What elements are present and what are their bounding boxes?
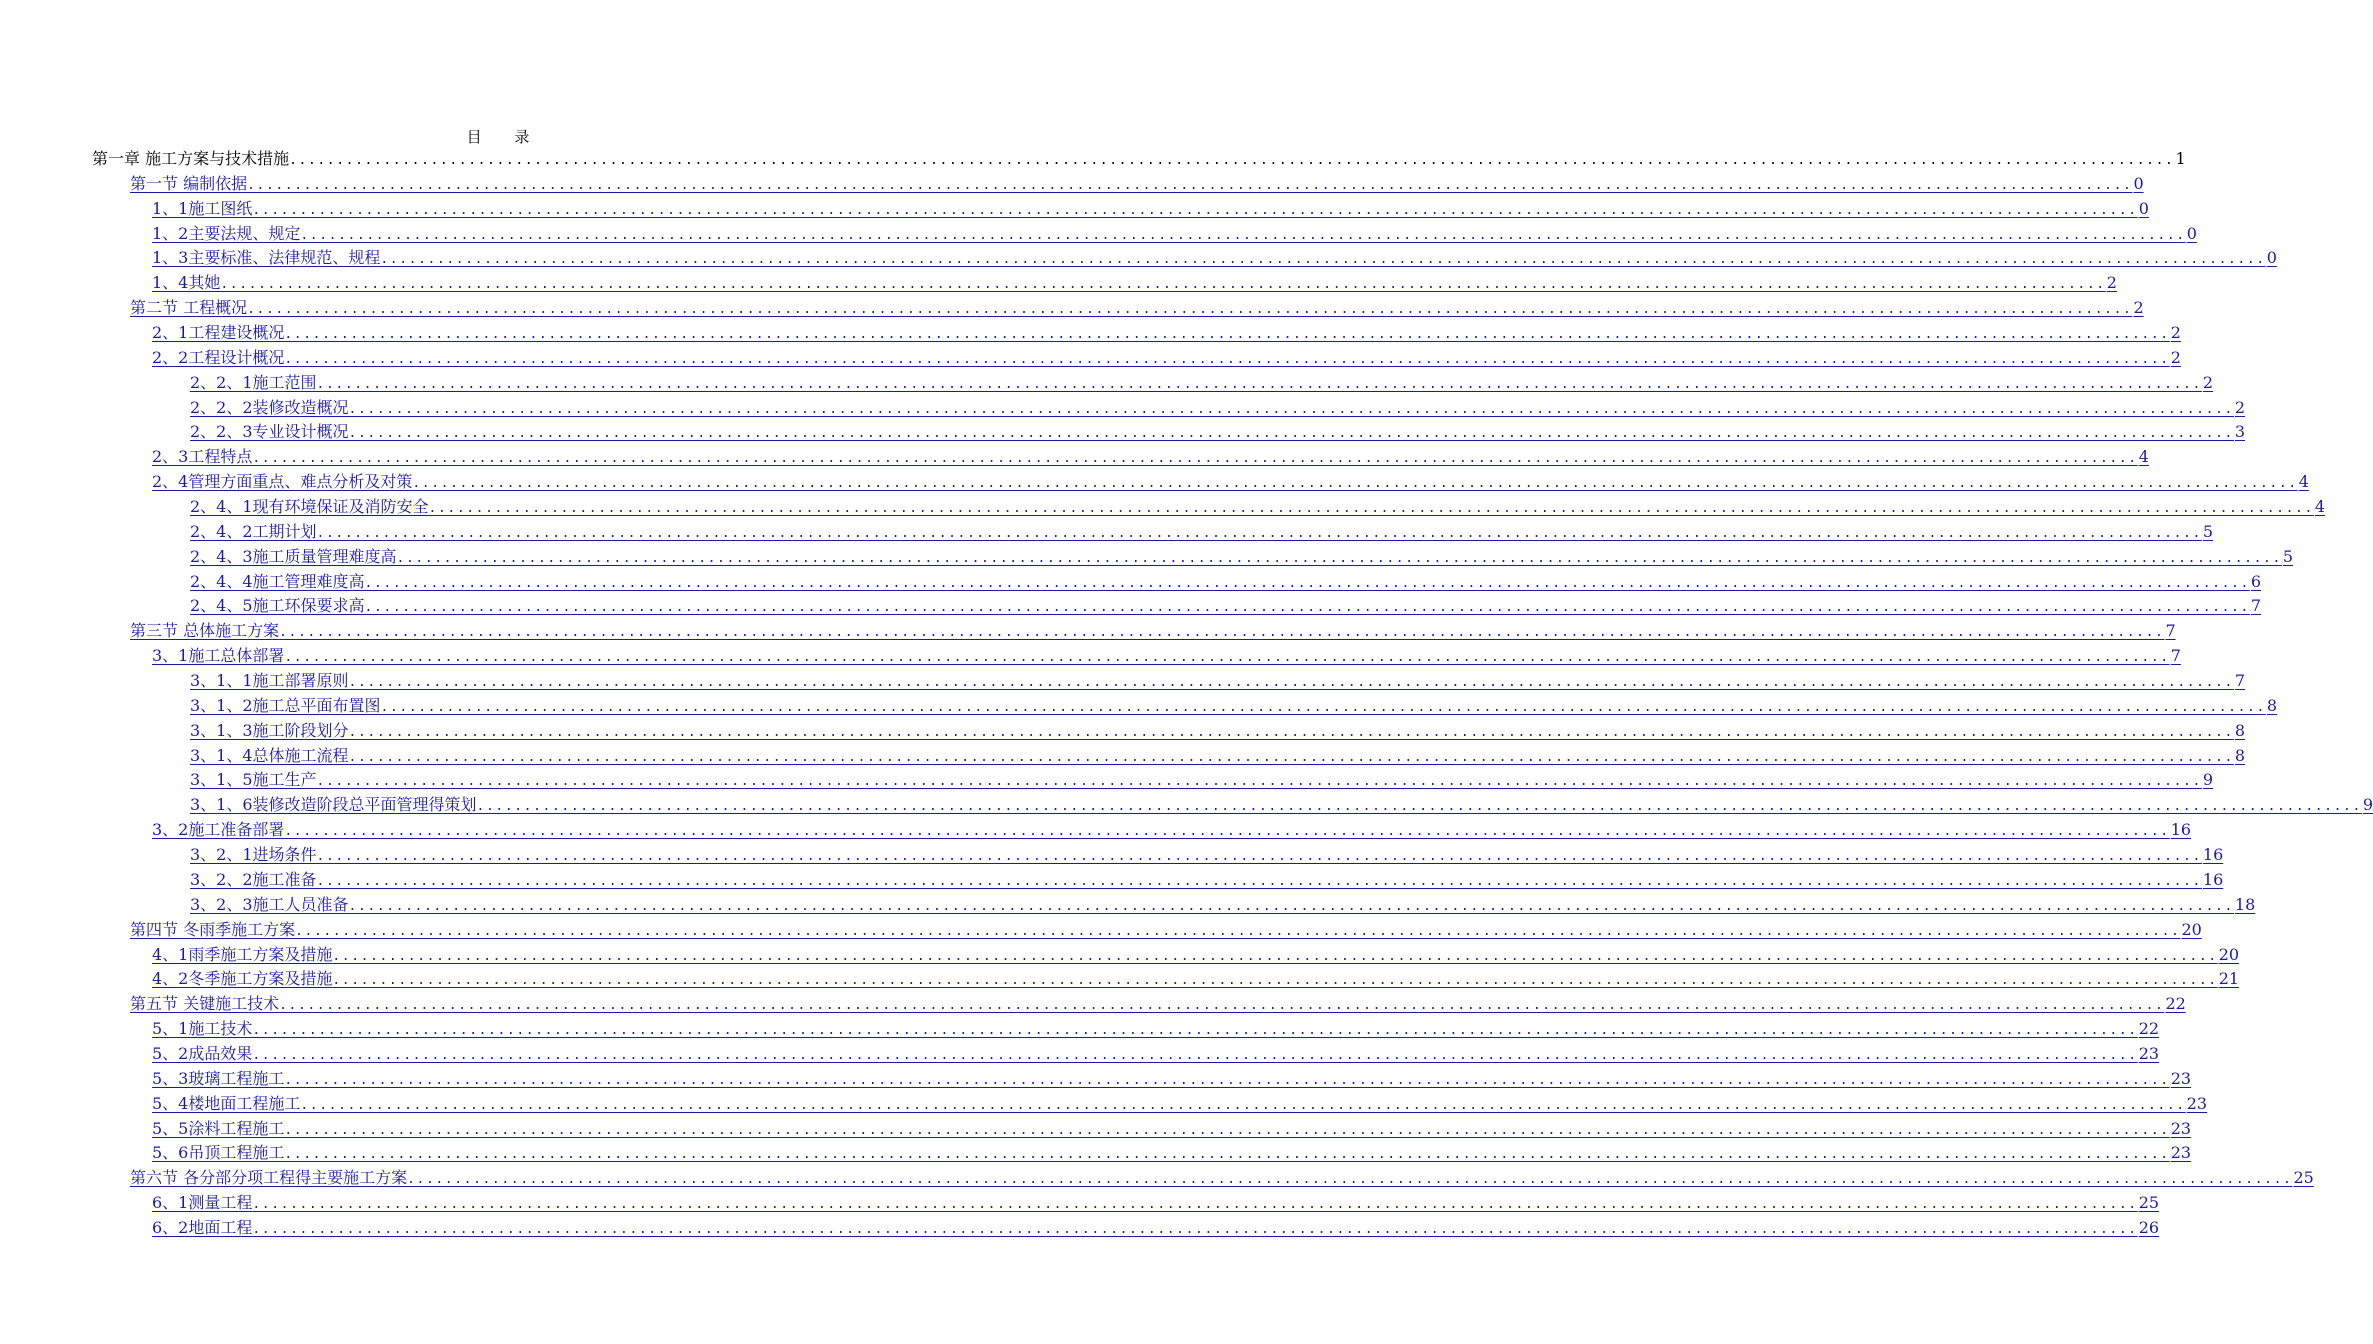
table-of-contents (92, 147, 2373, 1241)
dot-leader: ........................................................................................................................................................................................................ (247, 302, 2133, 318)
toc-entry-label: 2、4管理方面重点、难点分析及对策 (152, 472, 413, 492)
toc-entry-label: 2、1工程建设概况 (152, 323, 285, 343)
toc-entry-page: 2 (2133, 298, 2144, 318)
toc-entry-page: 23 (2186, 1093, 2208, 1113)
toc-entry-label: 6、2地面工程 (152, 1217, 253, 1237)
dot-leader: ........................................................................................................................................................................................................ (252, 1221, 2138, 1237)
toc-entry[interactable] (92, 346, 2181, 371)
dot-leader: ........................................................................................................................................................................................................ (252, 1197, 2138, 1213)
toc-entry-label: 4、2冬季施工方案及措施 (152, 969, 333, 989)
dot-leader: ........................................................................................................................................................................................................ (348, 898, 2234, 914)
dot-leader: ........................................................................................................................................................................................................ (332, 948, 2218, 964)
toc-entry-label: 5、3玻璃工程施工 (152, 1068, 285, 1088)
toc-entry-label: 2、2工程设计概况 (152, 347, 285, 367)
dot-leader: ........................................................................................................................................................................................................ (396, 550, 2282, 566)
dot-leader: ........................................................................................................................................................................................................ (348, 426, 2234, 442)
toc-entry-label: 3、1、6装修改造阶段总平面管理得策划 (190, 795, 477, 815)
dot-leader: ........................................................................................................................................................................................................ (348, 724, 2234, 740)
toc-entry-page: 7 (2250, 596, 2262, 616)
toc-entry-page: 18 (2234, 894, 2256, 914)
toc-entry-page: 22 (2138, 1019, 2160, 1039)
toc-entry[interactable] (92, 719, 2246, 744)
toc-entry[interactable] (92, 669, 2246, 694)
toc-entry-label: 1、2主要法规、规定 (152, 223, 301, 243)
dot-leader: ........................................................................................................................................................................................................ (348, 675, 2234, 691)
toc-entry[interactable] (92, 545, 2294, 570)
toc-entry[interactable] (92, 296, 2144, 321)
toc-entry[interactable] (92, 594, 2262, 619)
dot-leader: ........................................................................................................................................................................................................ (284, 1122, 2170, 1138)
toc-entry[interactable] (92, 1166, 2314, 1191)
dot-leader: ........................................................................................................................................................................................................ (316, 525, 2202, 541)
toc-entry-page: 5 (2282, 546, 2294, 566)
toc-entry[interactable] (92, 793, 2373, 818)
toc-entry-page: 9 (2202, 770, 2214, 790)
dot-leader: ........................................................................................................................................................................................................ (279, 998, 2165, 1014)
toc-entry-page: 20 (2181, 919, 2202, 939)
toc-entry-page: 0 (2138, 198, 2149, 218)
toc-entry-label: 2、3工程特点 (152, 447, 253, 467)
dot-leader: ........................................................................................................................................................................................................ (284, 327, 2170, 343)
toc-entry-label: 第一章 施工方案与技术措施 (92, 149, 290, 168)
dot-leader: ........................................................................................................................................................................................................ (284, 1147, 2170, 1163)
toc-entry-page: 7 (2170, 646, 2181, 666)
toc-entry-label: 3、1施工总体部署 (152, 646, 285, 666)
toc-entry[interactable] (92, 1117, 2192, 1142)
toc-entry[interactable] (92, 172, 2144, 197)
dot-leader: ........................................................................................................................................................................................................ (247, 177, 2133, 193)
toc-entry-label: 4、1雨季施工方案及措施 (152, 944, 333, 964)
toc-entry[interactable] (92, 1067, 2192, 1092)
dot-leader: ........................................................................................................................................................................................................ (364, 600, 2250, 616)
dot-leader: ........................................................................................................................................................................................................ (316, 849, 2202, 865)
toc-entry[interactable] (92, 371, 2214, 396)
toc-entry (92, 147, 2186, 172)
toc-entry-page: 23 (2170, 1143, 2192, 1163)
toc-entry[interactable] (92, 1216, 2160, 1241)
dot-leader: ........................................................................................................................................................................................................ (300, 227, 2186, 243)
toc-entry-page: 1 (2175, 149, 2186, 168)
dot-leader: ........................................................................................................................................................................................................ (332, 973, 2218, 989)
toc-entry-label: 3、2、1进场条件 (190, 845, 317, 865)
toc-entry-label: 1、1施工图纸 (152, 198, 253, 218)
toc-entry[interactable] (92, 1191, 2160, 1216)
dot-leader: ........................................................................................................................................................................................................ (252, 1023, 2138, 1039)
toc-entry-page: 4 (2138, 447, 2149, 467)
dot-leader: ........................................................................................................................................................................................................ (316, 873, 2202, 889)
toc-entry-page: 2 (2234, 397, 2246, 417)
toc-entry-label: 1、4其她 (152, 273, 221, 293)
toc-entry[interactable] (92, 570, 2262, 595)
toc-entry-label: 3、1、1施工部署原则 (190, 671, 349, 691)
toc-entry[interactable] (92, 470, 2309, 495)
dot-leader: ........................................................................................................................................................................................................ (220, 277, 2106, 293)
dot-leader: ........................................................................................................................................................................................................ (300, 1097, 2186, 1113)
toc-entry-page: 22 (2165, 994, 2186, 1014)
toc-entry-page: 0 (2266, 248, 2277, 268)
dot-leader: ........................................................................................................................................................................................................ (348, 749, 2234, 765)
toc-entry-page: 16 (2170, 820, 2192, 840)
toc-entry-label: 第六节 各分部分项工程得主要施工方案 (130, 1168, 408, 1188)
toc-entry[interactable] (92, 1042, 2160, 1067)
toc-entry[interactable] (92, 495, 2326, 520)
dot-leader: ........................................................................................................................................................................................................ (316, 376, 2202, 392)
dot-leader: ........................................................................................................................................................................................................ (295, 923, 2181, 939)
toc-entry-page: 5 (2202, 521, 2214, 541)
dot-leader: ........................................................................................................................................................................................................ (380, 699, 2266, 715)
toc-entry-label: 3、2、3施工人员准备 (190, 894, 349, 914)
dot-leader: ........................................................................................................................................................................................................ (364, 575, 2250, 591)
toc-entry-page: 16 (2202, 845, 2224, 865)
toc-entry-page: 23 (2170, 1118, 2192, 1138)
toc-entry-label: 2、2、3专业设计概况 (190, 422, 349, 442)
toc-entry-page: 3 (2234, 422, 2246, 442)
toc-entry-label: 3、1、2施工总平面布置图 (190, 695, 381, 715)
toc-entry-label: 1、3主要标准、法律规范、规程 (152, 248, 381, 268)
toc-entry[interactable] (92, 197, 2149, 222)
toc-entry-page: 7 (2165, 621, 2176, 641)
toc-entry-page: 8 (2234, 720, 2246, 740)
toc-entry-page: 4 (2314, 497, 2326, 517)
toc-entry[interactable] (92, 520, 2214, 545)
toc-entry-label: 2、2、1施工范围 (190, 372, 317, 392)
toc-entry[interactable] (92, 967, 2240, 992)
toc-entry[interactable] (92, 1092, 2208, 1117)
toc-entry[interactable] (92, 992, 2186, 1017)
toc-entry-page: 0 (2133, 173, 2144, 193)
toc-entry[interactable] (92, 1141, 2192, 1166)
toc-entry-page: 7 (2234, 671, 2246, 691)
dot-leader: ........................................................................................................................................................................................................ (284, 824, 2170, 840)
toc-entry-label: 3、2施工准备部署 (152, 820, 285, 840)
toc-entry-label: 第一节 编制依据 (130, 173, 248, 193)
toc-entry-label: 2、4、4施工管理难度高 (190, 571, 365, 591)
toc-entry[interactable] (92, 271, 2117, 296)
toc-entry-label: 第二节 工程概况 (130, 298, 248, 318)
toc-entry[interactable] (92, 420, 2246, 445)
toc-entry-label: 6、1测量工程 (152, 1193, 253, 1213)
toc-entry-label: 2、2、2装修改造概况 (190, 397, 349, 417)
toc-entry[interactable] (92, 321, 2181, 346)
toc-entry[interactable] (92, 843, 2224, 868)
toc-entry-label: 2、4、2工期计划 (190, 521, 317, 541)
toc-entry[interactable] (92, 619, 2176, 644)
toc-entry-label: 3、1、4总体施工流程 (190, 745, 349, 765)
toc-entry[interactable] (92, 246, 2277, 271)
toc-entry-label: 5、6吊顶工程施工 (152, 1143, 285, 1163)
dot-leader: ........................................................................................................................................................................................................ (284, 650, 2170, 666)
dot-leader: ........................................................................................................................................................................................................ (316, 774, 2202, 790)
toc-entry-label: 5、5涂料工程施工 (152, 1118, 285, 1138)
toc-entry-page: 23 (2138, 1043, 2160, 1063)
toc-entry-label: 5、4楼地面工程施工 (152, 1093, 301, 1113)
toc-entry[interactable] (92, 694, 2278, 719)
toc-entry-label: 3、2、2施工准备 (190, 869, 317, 889)
toc-entry[interactable] (92, 943, 2240, 968)
dot-leader: ........................................................................................................................................................................................................ (284, 351, 2170, 367)
toc-entry-page: 23 (2170, 1068, 2192, 1088)
toc-entry-page: 4 (2298, 472, 2309, 492)
toc-entry-page: 26 (2138, 1217, 2160, 1237)
toc-entry-page: 20 (2218, 944, 2240, 964)
toc-entry-label: 2、4、1现有环境保证及消防安全 (190, 497, 429, 517)
toc-entry-page: 2 (2170, 347, 2181, 367)
toc-entry-label: 2、4、3施工质量管理难度高 (190, 546, 397, 566)
toc-entry[interactable] (92, 744, 2246, 769)
toc-entry[interactable] (92, 1017, 2160, 1042)
toc-entry-page: 25 (2138, 1193, 2160, 1213)
toc-entry[interactable] (92, 868, 2224, 893)
dot-leader: ........................................................................................................................................................................................................ (279, 625, 2165, 641)
toc-entry-page: 8 (2266, 695, 2278, 715)
toc-entry-page: 25 (2293, 1168, 2314, 1188)
dot-leader: ........................................................................................................................................................................................................ (252, 202, 2138, 218)
toc-entry[interactable] (92, 396, 2246, 421)
dot-leader: ........................................................................................................................................................................................................ (284, 1072, 2170, 1088)
toc-entry-page: 0 (2186, 223, 2197, 243)
dot-leader: ........................................................................................................................................................................................................ (412, 476, 2298, 492)
dot-leader: ........................................................................................................................................................................................................ (289, 153, 2175, 168)
toc-entry[interactable] (92, 893, 2256, 918)
toc-entry-page: 2 (2170, 323, 2181, 343)
dot-leader: ........................................................................................................................................................................................................ (252, 451, 2138, 467)
toc-entry-page: 6 (2250, 571, 2262, 591)
toc-entry-label: 3、1、5施工生产 (190, 770, 317, 790)
toc-entry-label: 5、2成品效果 (152, 1043, 253, 1063)
dot-leader: ........................................................................................................................................................................................................ (348, 401, 2234, 417)
toc-entry[interactable] (92, 818, 2192, 843)
dot-leader: ........................................................................................................................................................................................................ (407, 1172, 2293, 1188)
toc-entry[interactable] (92, 222, 2197, 247)
toc-entry-page: 2 (2106, 273, 2117, 293)
toc-entry[interactable] (92, 768, 2214, 793)
toc-entry-label: 第三节 总体施工方案 (130, 621, 280, 641)
toc-entry-label: 2、4、5施工环保要求高 (190, 596, 365, 616)
toc-entry-label: 第五节 关键施工技术 (130, 994, 280, 1014)
dot-leader: ........................................................................................................................................................................................................ (428, 501, 2314, 517)
toc-entry-label: 5、1施工技术 (152, 1019, 253, 1039)
dot-leader: ........................................................................................................................................................................................................ (476, 799, 2362, 815)
toc-entry-label: 3、1、3施工阶段划分 (190, 720, 349, 740)
toc-entry-page: 9 (2362, 795, 2373, 815)
toc-entry-page: 8 (2234, 745, 2246, 765)
toc-title: 目 录 (466, 128, 544, 146)
toc-entry[interactable] (92, 918, 2202, 943)
toc-entry-page: 16 (2202, 869, 2224, 889)
toc-entry[interactable] (92, 644, 2181, 669)
toc-entry[interactable] (92, 445, 2149, 470)
toc-entry-page: 21 (2218, 969, 2240, 989)
toc-entry-label: 第四节 冬雨季施工方案 (130, 919, 296, 939)
dot-leader: ........................................................................................................................................................................................................ (380, 252, 2266, 268)
toc-entry-page: 2 (2202, 372, 2214, 392)
dot-leader: ........................................................................................................................................................................................................ (252, 1047, 2138, 1063)
